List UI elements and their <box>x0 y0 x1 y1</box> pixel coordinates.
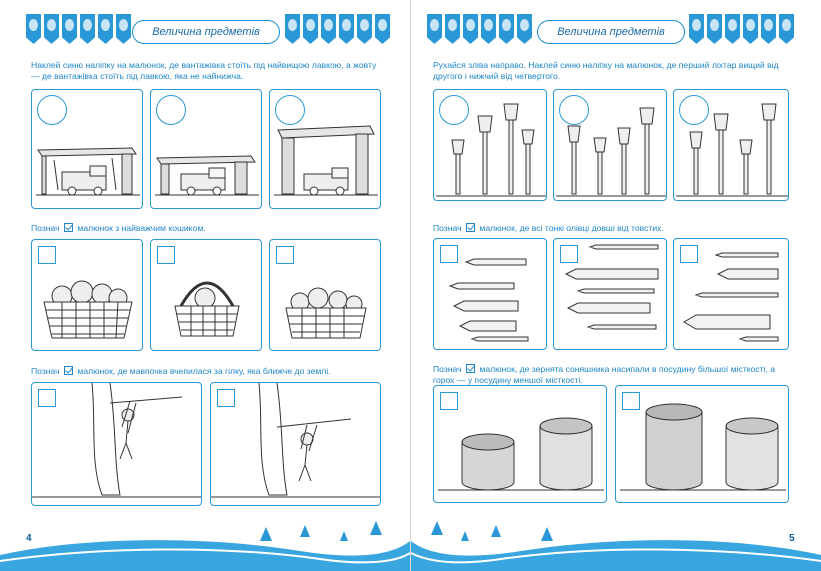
flag-icon <box>357 14 372 44</box>
shed-panel-3[interactable] <box>269 89 381 209</box>
flag-icon <box>321 14 336 44</box>
flag-icon <box>499 14 514 44</box>
flag-icon <box>743 14 758 44</box>
checkbox-icon <box>64 366 73 375</box>
task-2-prefix: Познач <box>433 223 462 233</box>
flag-group-left <box>26 14 131 44</box>
pencil-panel-2[interactable] <box>553 238 667 350</box>
flag-icon <box>375 14 390 44</box>
street-lamps-drawing <box>674 90 789 201</box>
pencils-drawing <box>434 239 547 350</box>
page-number: 5 <box>789 533 795 544</box>
street-lamps-drawing <box>434 90 547 201</box>
shed-panel-2[interactable] <box>150 89 262 209</box>
left-page <box>0 0 410 571</box>
flag-icon <box>98 14 113 44</box>
flag-icon <box>44 14 59 44</box>
basket-drawing <box>270 240 381 351</box>
task-3-suffix: малюнок, де мавпочка вчепилася за гілку, яка ближче до землі. <box>77 366 331 376</box>
monkey-tree-drawing <box>211 383 381 506</box>
lamp-panel-3[interactable] <box>673 89 789 201</box>
lamp-panel-2[interactable] <box>553 89 667 201</box>
checkbox-icon <box>64 223 73 232</box>
task-3-prefix: Познач <box>433 364 462 374</box>
flag-icon <box>339 14 354 44</box>
task-1-text: Рухайся зліва направо. Наклей синю наліпку на малюнок, де перший ліхтар вищий від другого і нижчий від четвертого. <box>433 60 779 81</box>
left-header <box>0 14 410 48</box>
flag-icon <box>779 14 794 44</box>
flag-icon <box>445 14 460 44</box>
flag-icon <box>517 14 532 44</box>
task-1-text: Наклей синю наліпку на малюнок, де вантажівка стоїть під найвищою лавкою, а жовту — де вантажівка стоїть під лавкою, яка не найнижча. <box>31 60 377 81</box>
flag-group-left <box>427 14 532 44</box>
monkey-panel-1[interactable] <box>31 382 202 506</box>
page-title: Величина предметів <box>132 20 280 44</box>
shed-panel-1[interactable] <box>31 89 143 209</box>
task-3-prefix: Познач <box>31 366 60 376</box>
container-panel-2[interactable] <box>615 385 789 503</box>
page-title: Величина предметів <box>537 20 685 44</box>
right-header <box>411 14 821 48</box>
task-2-prefix: Познач <box>31 223 60 233</box>
monkey-tree-drawing <box>32 383 202 506</box>
basket-panel-1[interactable] <box>31 239 143 351</box>
flag-icon <box>116 14 131 44</box>
task-2-text <box>31 223 381 234</box>
flag-icon <box>481 14 496 44</box>
flag-icon <box>62 14 77 44</box>
footer-wave-decoration <box>411 511 821 571</box>
street-lamps-drawing <box>554 90 667 201</box>
flag-icon <box>285 14 300 44</box>
task-2-suffix: малюнок, де всі тонкі олівці довші від товстих. <box>479 223 664 233</box>
right-page <box>411 0 821 571</box>
page-number: 4 <box>26 533 32 544</box>
basket-drawing <box>32 240 143 351</box>
container-panel-1[interactable] <box>433 385 607 503</box>
checkbox-icon <box>466 223 475 232</box>
pencil-panel-3[interactable] <box>673 238 789 350</box>
flag-icon <box>80 14 95 44</box>
flag-icon <box>26 14 41 44</box>
checkbox-icon <box>466 364 475 373</box>
shed-truck-drawing <box>270 90 381 209</box>
flag-icon <box>761 14 776 44</box>
shed-truck-drawing <box>151 90 262 209</box>
containers-drawing <box>434 386 607 503</box>
shed-truck-drawing <box>32 90 143 209</box>
basket-panel-3[interactable] <box>269 239 381 351</box>
pencils-drawing <box>554 239 667 350</box>
pencil-panel-1[interactable] <box>433 238 547 350</box>
task-2-text <box>433 223 793 234</box>
lamp-panel-1[interactable] <box>433 89 547 201</box>
task-3-text <box>31 366 381 377</box>
pencils-drawing <box>674 239 789 350</box>
flag-icon <box>463 14 478 44</box>
flag-icon <box>303 14 318 44</box>
flag-group-right <box>689 14 794 44</box>
footer-wave-decoration <box>0 511 410 571</box>
basket-panel-2[interactable] <box>150 239 262 351</box>
flag-icon <box>707 14 722 44</box>
task-2-suffix: малюнок з найважчим кошиком. <box>77 223 206 233</box>
basket-drawing <box>151 240 262 351</box>
flag-icon <box>689 14 704 44</box>
containers-drawing <box>616 386 789 503</box>
flag-icon <box>427 14 442 44</box>
task-3-suffix: малюнок, де зернята соняшника насипали в посудину більшої місткості, а горох — у посудину меншої місткості. <box>433 364 776 385</box>
flag-icon <box>725 14 740 44</box>
flag-group-right <box>285 14 390 44</box>
task-3-text <box>433 364 793 386</box>
monkey-panel-2[interactable] <box>210 382 381 506</box>
